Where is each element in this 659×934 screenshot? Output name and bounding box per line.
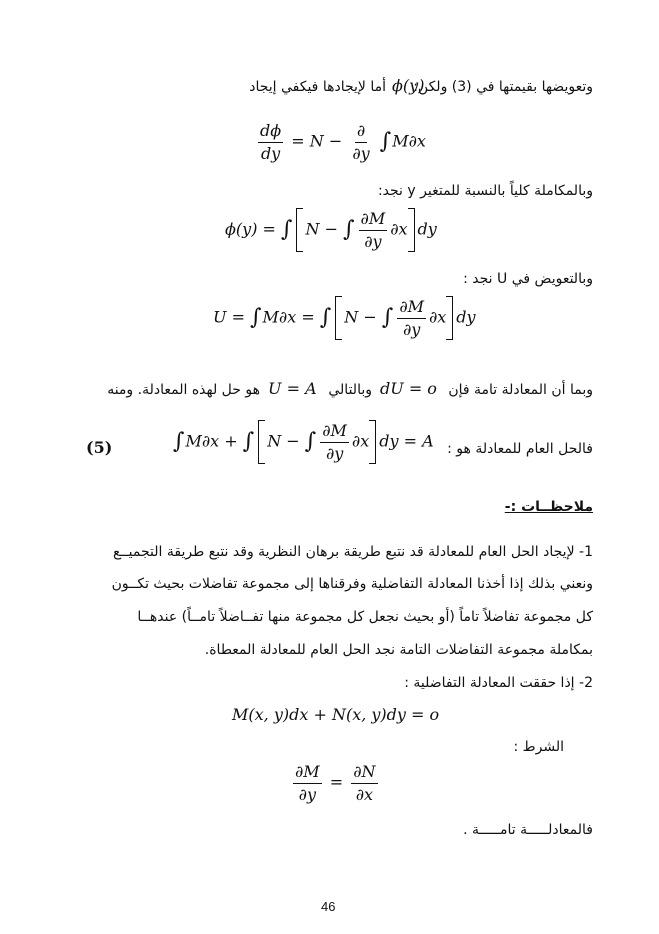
note1-line2: ونعني بذلك إذا أخذنا المعادلة التفاضلية وفرقناها إلى مجموعة تفاضلات بحيث تكــون	[111, 576, 593, 592]
intro-text-part-b: وتعويضها بقيمتها في (3) ولكن:	[413, 79, 593, 95]
note1-line3: كل مجموعة تفاضلاً تاماً (أو بحيث نجعل كل مجموعة منها تفــاضلاً تامــاً) عندهــا	[137, 609, 593, 625]
note2-equation: M(x, y)dx + N(x, y)dy = o	[232, 705, 440, 724]
condition-label: الشرط :	[513, 739, 564, 755]
exact-text-part-c: هو حل لهذه المعادلة. ومنه	[107, 382, 260, 398]
note1-line1: 1- لإيجاد الحل العام للمعادلة قد نتبع طريقة برهان النظرية وقد نتبع طريقة التجميــع	[113, 544, 593, 560]
conclusion-text: فالمعادلـــــة تامـــــة .	[463, 822, 593, 838]
exact-text-part-b: وبالتالي	[328, 382, 372, 398]
du-equals-o: dU = o	[380, 379, 437, 398]
equation-u: U = ∫M∂x = ∫ N − ∫ $\frac{\partial M}{\partial y}$ ∂x dy	[213, 297, 476, 339]
partial-operator: $\frac{\partial}{\partial y}$	[352, 121, 370, 163]
bracket-group: N − ∫ $\frac{\partial M}{\partial y}$ ∂x	[258, 420, 376, 464]
equation-exactness-condition: $\frac{\partial M}{\partial y}$ = $\frac{\partial N}{\partial x}$	[295, 762, 376, 804]
exact-text-part-a: وبما أن المعادلة تامة فإن	[448, 382, 593, 398]
fraction-dphi-dy: $\frac{d\phi}{dy}$	[260, 121, 282, 163]
equation-phi-y: ϕ(y) = ∫ N − ∫ $\frac{\partial M}{\partial y}$ ∂x dy	[225, 209, 437, 251]
equation-number: (5)	[86, 438, 113, 457]
integrate-wrt-y-text: وبالمكاملة كلياً بالنسبة للمتغير y نجد:	[377, 183, 593, 199]
bracket-group: N − ∫ $\frac{\partial M}{\partial y}$ ∂x	[296, 208, 414, 252]
phi-of-y-inline: ϕ(y)	[392, 76, 425, 95]
notes-title: ملاحظــات :-	[504, 499, 593, 515]
equation-general-solution: ∫M∂x + ∫ N − ∫ $\frac{\partial M}{\partial y}$ ∂x dy = A	[173, 421, 434, 463]
substitute-in-u-text: وبالتعويض في U نجد :	[463, 271, 593, 287]
note2-line1: 2- إذا حققت المعادلة التفاضلية :	[404, 675, 593, 691]
u-equals-a: U = A	[268, 379, 317, 398]
intro-text-part-a: أما لإيجادها فيكفي إيجاد	[249, 79, 386, 95]
integral-sign: ∫	[379, 129, 392, 155]
general-solution-text: فالحل العام للمعادلة هو :	[447, 441, 593, 457]
equation-dphi-dy: $\frac{d\phi}{dy}$ = N − $\frac{\partial}{\partial y}$ ∫M∂x	[260, 121, 426, 163]
bracket-group: N − ∫ $\frac{\partial M}{\partial y}$ ∂x	[335, 296, 453, 340]
page-number: 46	[321, 899, 336, 914]
note1-line4: بمكاملة مجموعة التفاضلات التامة نجد الحل العام للمعادلة المعطاة.	[204, 642, 593, 658]
